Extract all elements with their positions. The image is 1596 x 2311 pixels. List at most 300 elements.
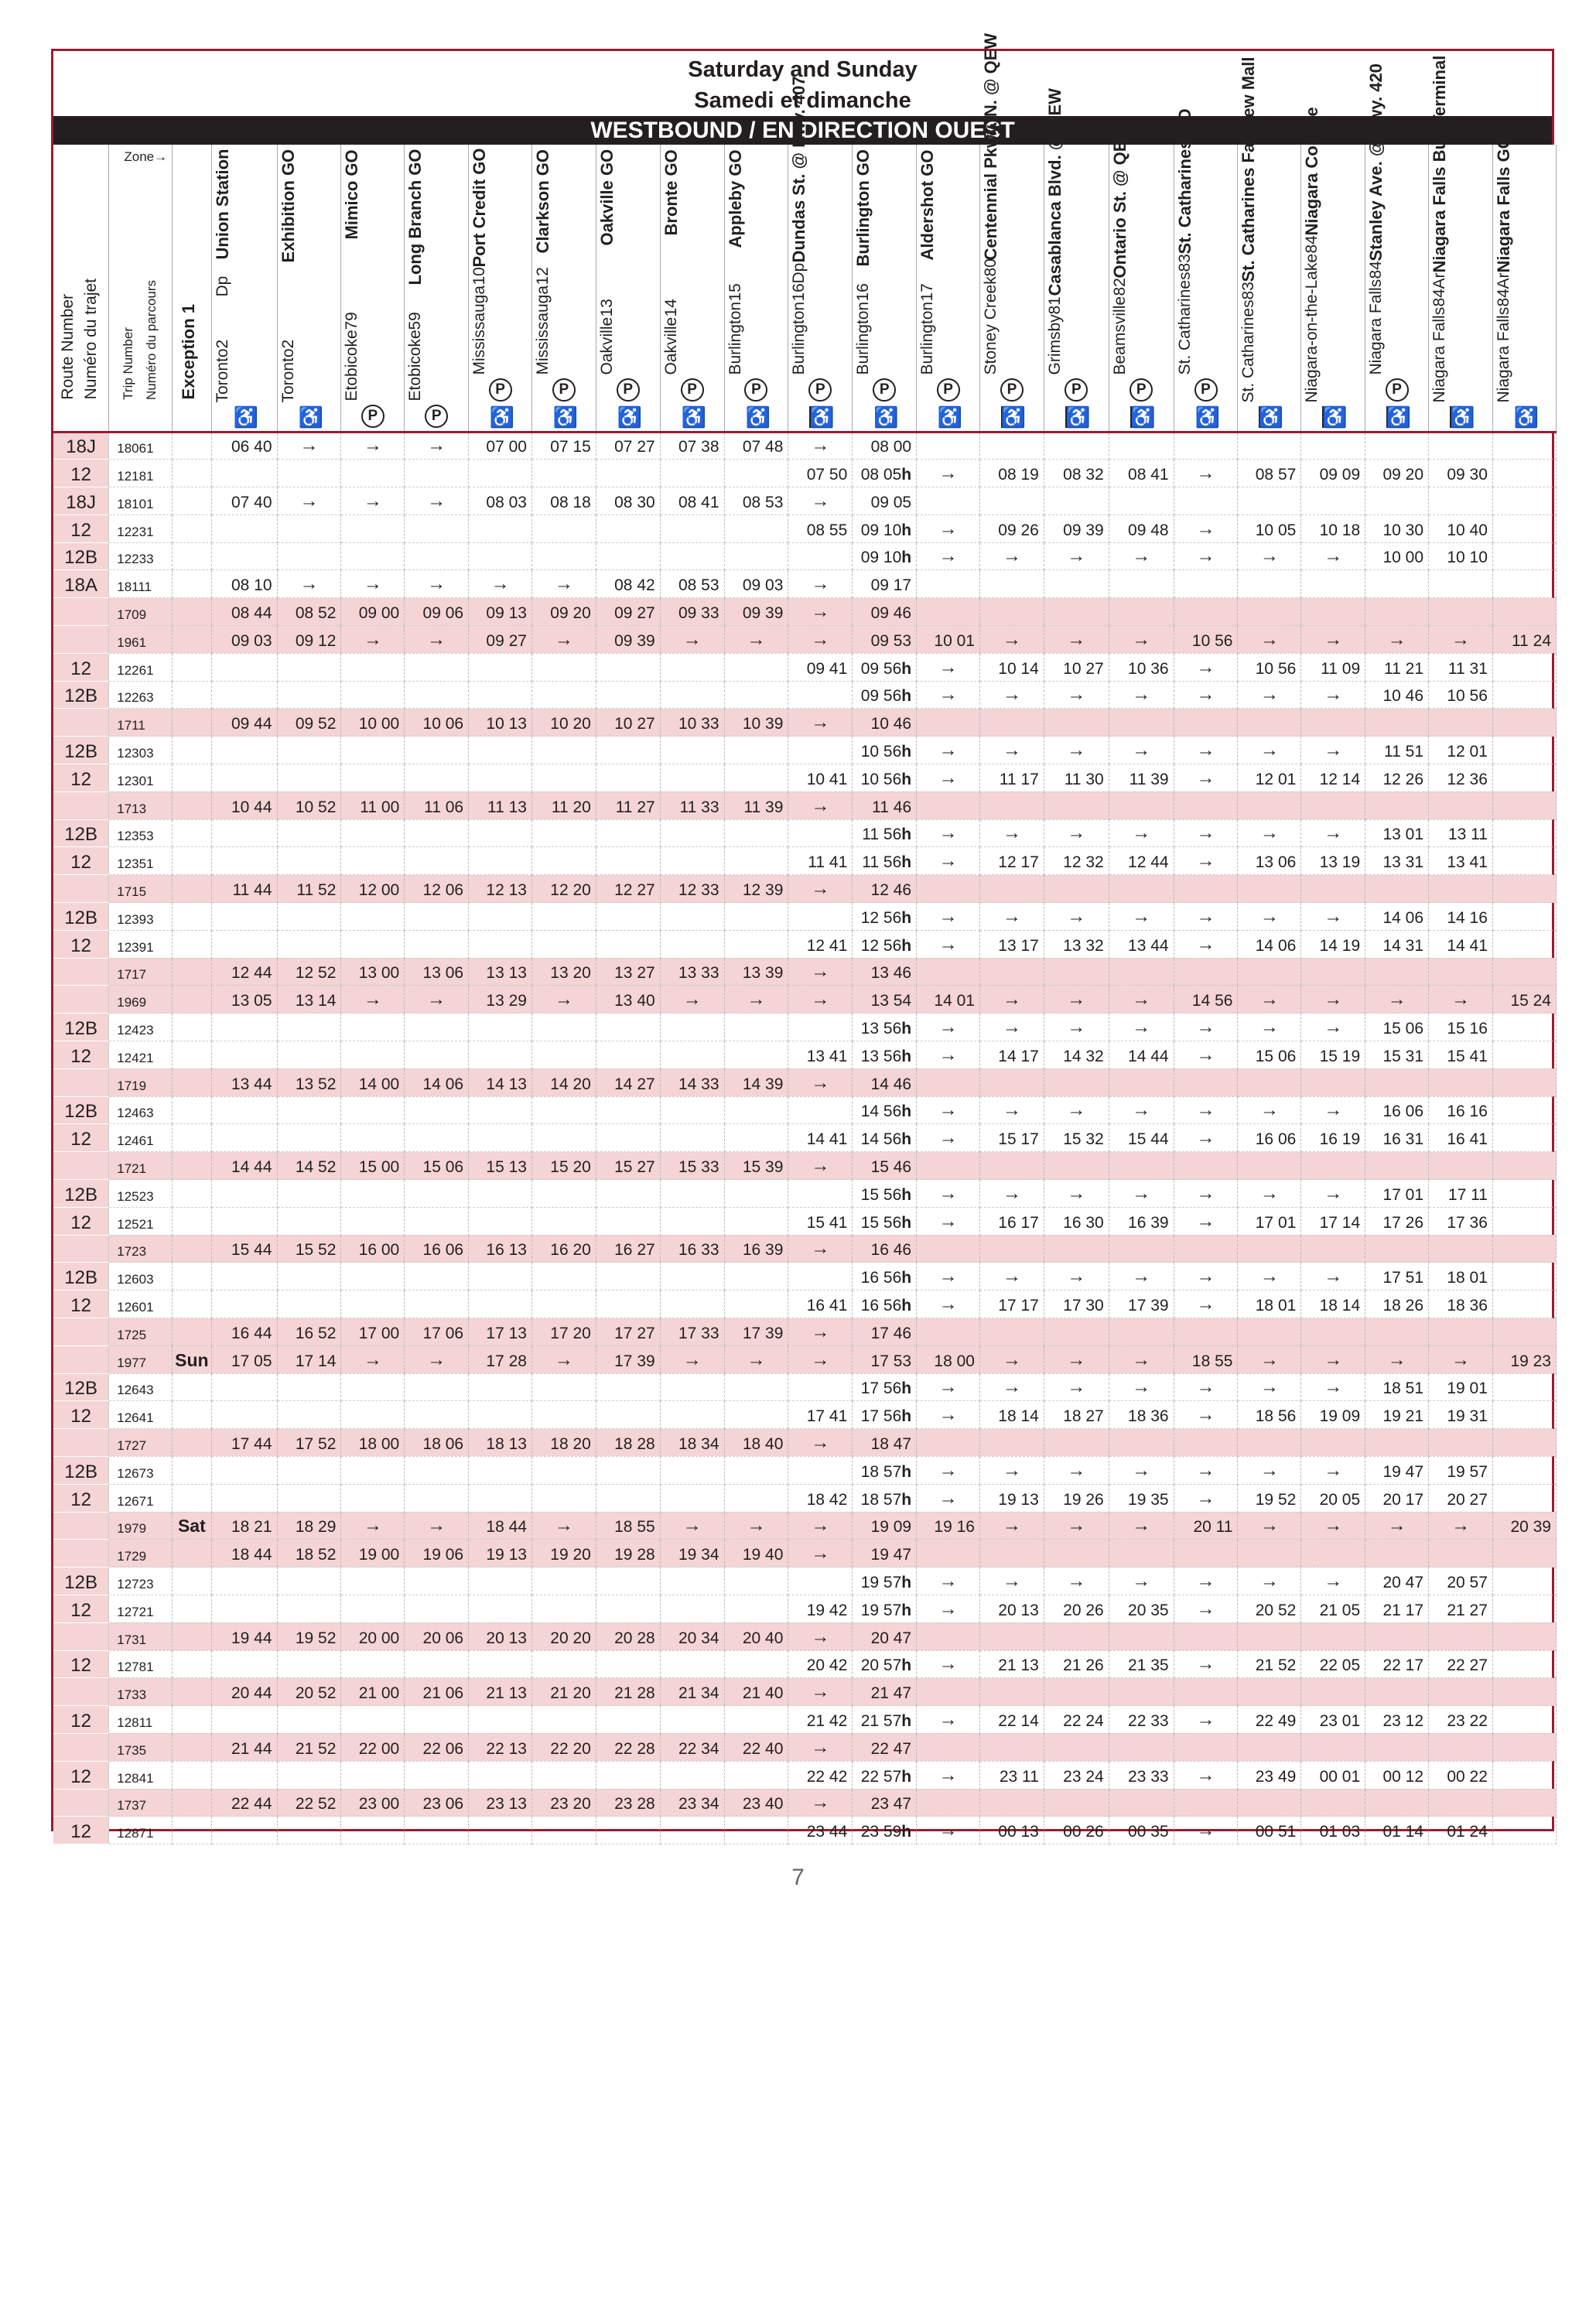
stop-time: 21 17 bbox=[1365, 1595, 1429, 1622]
stop-time: → bbox=[660, 626, 724, 654]
exception bbox=[173, 1789, 212, 1817]
stop-time bbox=[469, 737, 532, 764]
stop-time: 19 21 bbox=[1365, 1401, 1429, 1429]
stop-time: 14 39 bbox=[724, 1068, 788, 1096]
stop-name: Oakville GO bbox=[596, 149, 617, 246]
stop-time bbox=[724, 1484, 788, 1512]
stop-time bbox=[660, 1124, 724, 1152]
stop-time bbox=[341, 1014, 405, 1041]
stop-time: 09 13 bbox=[469, 598, 532, 626]
trip-number: 18101 bbox=[109, 487, 173, 515]
stop-time bbox=[1238, 1622, 1301, 1650]
stop-time bbox=[1429, 487, 1493, 515]
stop-time bbox=[1492, 1622, 1556, 1650]
stop-time: 18 26 bbox=[1365, 1291, 1429, 1318]
trip-row bbox=[53, 1014, 1557, 1041]
stop-time bbox=[979, 1678, 1044, 1706]
stop-time: → bbox=[1174, 1567, 1238, 1595]
stop-zone: 84 bbox=[1303, 235, 1321, 254]
stop-time bbox=[1429, 1622, 1493, 1650]
stop-time bbox=[1238, 791, 1301, 819]
stop-time: → bbox=[405, 1512, 469, 1540]
stop-time: 14 17 bbox=[979, 1041, 1044, 1069]
stop-time bbox=[979, 1540, 1044, 1567]
stop-time bbox=[1238, 1429, 1301, 1457]
time-value: 11 56 bbox=[862, 826, 902, 844]
stop-time bbox=[277, 1014, 341, 1041]
stop-time bbox=[211, 819, 277, 847]
stop-time bbox=[1429, 598, 1493, 626]
stop-time: 17 39 bbox=[724, 1318, 788, 1346]
stop-time bbox=[596, 819, 660, 847]
stop-time: → bbox=[724, 986, 788, 1014]
stop-time bbox=[917, 1235, 980, 1263]
stop-time bbox=[724, 1014, 788, 1041]
trip-row bbox=[53, 1622, 1557, 1650]
route-number: 12B bbox=[53, 681, 109, 709]
stop-time bbox=[211, 903, 277, 931]
exception bbox=[173, 653, 212, 681]
stop-time: → bbox=[1044, 1263, 1109, 1291]
stop-time: → bbox=[1174, 542, 1238, 570]
stop-time bbox=[1365, 432, 1429, 460]
stop-time bbox=[469, 1263, 532, 1291]
route-number bbox=[53, 986, 109, 1014]
wheelchair-icon: ♿ bbox=[233, 405, 258, 429]
stop-time bbox=[1429, 1235, 1493, 1263]
stop-time: → bbox=[531, 1512, 596, 1540]
stop-time bbox=[1365, 709, 1429, 737]
stop-time bbox=[724, 1263, 788, 1291]
stop-time bbox=[277, 681, 341, 709]
stop-time: → bbox=[1238, 681, 1301, 709]
stop-time bbox=[341, 819, 405, 847]
stop-time: → bbox=[1238, 1180, 1301, 1208]
stop-time: 17 51 bbox=[1365, 1263, 1429, 1291]
stop-time: 13 29 bbox=[469, 986, 532, 1014]
stop-time bbox=[341, 1041, 405, 1069]
stop-zone: 83 bbox=[1239, 282, 1258, 300]
stop-time bbox=[211, 542, 277, 570]
trip-row bbox=[53, 1235, 1557, 1263]
stop-time: → bbox=[917, 930, 980, 958]
stop-time bbox=[979, 1789, 1044, 1817]
stop-time: → bbox=[1109, 737, 1174, 764]
stop-time: 10 06 bbox=[405, 709, 469, 737]
stop-time: 10 56 bbox=[1238, 653, 1301, 681]
route-number: 12B bbox=[53, 1263, 109, 1291]
stop-time bbox=[1492, 1761, 1556, 1789]
exception bbox=[173, 1041, 212, 1069]
stop-time bbox=[660, 1595, 724, 1622]
stop-time: → bbox=[788, 1152, 853, 1180]
stop-time bbox=[1492, 681, 1556, 709]
stop-time: 12 26 bbox=[1365, 764, 1429, 792]
stop-time bbox=[469, 930, 532, 958]
stop-time bbox=[341, 653, 405, 681]
stop-time: → bbox=[1044, 1096, 1109, 1124]
stop-time: 18 44 bbox=[469, 1512, 532, 1540]
stop-time: 18 27 bbox=[1044, 1401, 1109, 1429]
stop-time bbox=[788, 1456, 853, 1484]
stop-time bbox=[979, 1318, 1044, 1346]
stop-time bbox=[1429, 1429, 1493, 1457]
stop-time bbox=[1109, 1733, 1174, 1761]
stop-time: 17 44 bbox=[211, 1429, 277, 1457]
stop-time bbox=[1492, 1096, 1556, 1124]
stop-time bbox=[1301, 791, 1365, 819]
stop-time bbox=[341, 1567, 405, 1595]
stop-time: 17 01 bbox=[1238, 1207, 1301, 1235]
stop-header bbox=[788, 76, 853, 432]
time-value: 15 56 bbox=[860, 1213, 902, 1232]
stop-time: 22 05 bbox=[1301, 1650, 1365, 1678]
stop-time bbox=[211, 681, 277, 709]
stop-time bbox=[1238, 1318, 1301, 1346]
stop-time: 21 13 bbox=[979, 1650, 1044, 1678]
stop-time bbox=[1238, 1152, 1301, 1180]
stop-time bbox=[211, 1401, 277, 1429]
parking-icon: P bbox=[361, 405, 384, 428]
stop-time bbox=[1109, 598, 1174, 626]
stop-time: 22 13 bbox=[469, 1733, 532, 1761]
stop-time bbox=[724, 737, 788, 764]
stop-city: Burlington bbox=[726, 301, 744, 375]
route-number bbox=[53, 1622, 109, 1650]
trip-row bbox=[53, 847, 1557, 875]
stop-time: 18 28 bbox=[596, 1429, 660, 1457]
stop-time: 19 01 bbox=[1429, 1373, 1493, 1401]
exception bbox=[173, 1456, 212, 1484]
stop-city: St. Catharines bbox=[1239, 299, 1258, 403]
stop-time bbox=[1301, 1789, 1365, 1817]
stop-time: 09 12 bbox=[277, 626, 341, 654]
stop-time: → bbox=[1174, 903, 1238, 931]
stop-time: 09 20 bbox=[1365, 460, 1429, 487]
stop-time: 16 13 bbox=[469, 1235, 532, 1263]
stop-time: → bbox=[277, 570, 341, 598]
stop-time: 13 13 bbox=[469, 958, 532, 986]
stop-time bbox=[1492, 1789, 1556, 1817]
route-number bbox=[53, 1068, 109, 1096]
stop-time bbox=[405, 903, 469, 931]
stop-time: 19 09 bbox=[1301, 1401, 1365, 1429]
stop-time bbox=[1109, 1068, 1174, 1096]
stop-time bbox=[1492, 1180, 1556, 1208]
stop-time: 08 30 bbox=[596, 487, 660, 515]
stop-time: 22 00 bbox=[341, 1733, 405, 1761]
stop-time: 22 49 bbox=[1238, 1706, 1301, 1734]
stop-time bbox=[211, 764, 277, 792]
route-number: 18J bbox=[53, 487, 109, 515]
stop-time: → bbox=[917, 819, 980, 847]
stop-time: 19 35 bbox=[1109, 1484, 1174, 1512]
page-number: 7 bbox=[791, 1865, 805, 1890]
time-value: 13 56 bbox=[860, 1020, 902, 1038]
stop-time: → bbox=[1429, 1512, 1493, 1540]
stop-time bbox=[660, 460, 724, 487]
stop-time bbox=[277, 1595, 341, 1622]
stop-time: 22 33 bbox=[1109, 1706, 1174, 1734]
stop-time: 22 20 bbox=[531, 1733, 596, 1761]
stop-time bbox=[1044, 709, 1109, 737]
stop-time: 20 42 bbox=[788, 1650, 853, 1678]
stop-time: 16 06 bbox=[1365, 1096, 1429, 1124]
stop-time bbox=[405, 1567, 469, 1595]
stop-time: → bbox=[788, 1429, 853, 1457]
stop-time bbox=[1365, 1622, 1429, 1650]
exception bbox=[173, 460, 212, 487]
route-number bbox=[53, 1733, 109, 1761]
stop-time: 16 16 bbox=[1429, 1096, 1493, 1124]
trip-row bbox=[53, 791, 1557, 819]
stop-name: Stanley Ave. @ Hwy. 420 bbox=[1366, 63, 1386, 262]
stop-time bbox=[277, 653, 341, 681]
stop-time: → bbox=[1109, 1014, 1174, 1041]
trip-number: 1727 bbox=[109, 1429, 173, 1457]
stop-time bbox=[405, 460, 469, 487]
stop-time: 00 01 bbox=[1301, 1761, 1365, 1789]
stop-time: 09 10h bbox=[853, 542, 917, 570]
stop-time: 15 00 bbox=[341, 1152, 405, 1180]
exception bbox=[173, 681, 212, 709]
trip-row bbox=[53, 1291, 1557, 1318]
stop-time bbox=[1492, 598, 1556, 626]
stop-time bbox=[405, 1401, 469, 1429]
stop-time: → bbox=[1109, 1345, 1174, 1373]
stop-time bbox=[1365, 1429, 1429, 1457]
stop-time bbox=[724, 1096, 788, 1124]
stop-time bbox=[341, 1263, 405, 1291]
stop-time: → bbox=[979, 1263, 1044, 1291]
stop-time: 07 40 bbox=[211, 487, 277, 515]
stop-time bbox=[341, 1207, 405, 1235]
stop-time bbox=[917, 1733, 980, 1761]
route-number bbox=[53, 1345, 109, 1373]
stop-time: → bbox=[1109, 542, 1174, 570]
stop-time: 21 13 bbox=[469, 1678, 532, 1706]
stop-time: → bbox=[917, 460, 980, 487]
stop-time: → bbox=[1109, 903, 1174, 931]
stop-time bbox=[724, 930, 788, 958]
stop-time bbox=[1238, 1068, 1301, 1096]
stop-time: → bbox=[1301, 1456, 1365, 1484]
stop-time: 00 35 bbox=[1109, 1817, 1174, 1844]
stop-time: 10 10 bbox=[1429, 542, 1493, 570]
stop-time: 23 49 bbox=[1238, 1761, 1301, 1789]
stop-time: → bbox=[1174, 1456, 1238, 1484]
time-value: 09 10 bbox=[860, 549, 902, 567]
stop-time bbox=[1044, 1540, 1109, 1567]
stop-time bbox=[1174, 1068, 1238, 1096]
trip-row bbox=[53, 1789, 1557, 1817]
stop-time: → bbox=[277, 432, 341, 460]
stop-time bbox=[211, 1373, 277, 1401]
stop-time: → bbox=[979, 626, 1044, 654]
stop-time: 10 40 bbox=[1429, 515, 1493, 542]
stop-time bbox=[660, 1014, 724, 1041]
trip-row bbox=[53, 1456, 1557, 1484]
stop-time: → bbox=[1174, 1595, 1238, 1622]
stop-time: → bbox=[1301, 626, 1365, 654]
stop-header bbox=[341, 145, 405, 432]
stop-time bbox=[1109, 1318, 1174, 1346]
stop-time: 10 56h bbox=[853, 764, 917, 792]
trip-row bbox=[53, 1512, 1557, 1540]
stop-time: → bbox=[917, 1263, 980, 1291]
stop-time: → bbox=[531, 626, 596, 654]
stop-time: 09 33 bbox=[660, 598, 724, 626]
stop-zone: 2 bbox=[279, 339, 297, 349]
stop-time bbox=[1174, 958, 1238, 986]
stop-time: 19 47 bbox=[853, 1540, 917, 1567]
stop-time: 15 52 bbox=[277, 1235, 341, 1263]
stop-time: 16 41 bbox=[1429, 1124, 1493, 1152]
stop-city: St. Catharines bbox=[1175, 272, 1194, 375]
trip-number: 1717 bbox=[109, 958, 173, 986]
wheelchair-icon: ♿ bbox=[873, 405, 899, 429]
stop-time: 14 01 bbox=[917, 986, 980, 1014]
time-value: 09 56 bbox=[860, 687, 902, 706]
stop-time bbox=[1174, 1235, 1238, 1263]
stop-time: 12 14 bbox=[1301, 764, 1365, 792]
stop-time bbox=[596, 1180, 660, 1208]
stop-time: → bbox=[979, 1180, 1044, 1208]
stop-time: 23 00 bbox=[341, 1789, 405, 1817]
stop-time bbox=[596, 1096, 660, 1124]
header-row bbox=[53, 145, 1557, 432]
stop-time bbox=[917, 487, 980, 515]
stop-time: 22 27 bbox=[1429, 1650, 1493, 1678]
stop-time: 14 13 bbox=[469, 1068, 532, 1096]
exception-label: Exception 1 bbox=[179, 304, 199, 400]
stop-time: 08 53 bbox=[660, 570, 724, 598]
stop-time: 15 20 bbox=[531, 1152, 596, 1180]
stop-time: 11 33 bbox=[660, 791, 724, 819]
stop-time: 15 32 bbox=[1044, 1124, 1109, 1152]
stop-time bbox=[531, 930, 596, 958]
stop-time bbox=[917, 1622, 980, 1650]
trip-number: 12811 bbox=[109, 1706, 173, 1734]
stop-time: 14 06 bbox=[405, 1068, 469, 1096]
stop-time bbox=[1492, 1456, 1556, 1484]
stop-time bbox=[341, 1291, 405, 1318]
stop-time: 19 13 bbox=[469, 1540, 532, 1567]
stop-time bbox=[660, 1401, 724, 1429]
stop-time bbox=[1365, 1678, 1429, 1706]
stop-time: 13 14 bbox=[277, 986, 341, 1014]
stop-time bbox=[1044, 1429, 1109, 1457]
stop-time: → bbox=[1301, 819, 1365, 847]
wheelchair-icon: ♿ bbox=[552, 405, 579, 429]
stop-time bbox=[979, 487, 1044, 515]
stop-time: → bbox=[1238, 1345, 1301, 1373]
stop-time bbox=[1429, 432, 1493, 460]
stop-time: → bbox=[405, 1345, 469, 1373]
stop-time: 09 10h bbox=[853, 515, 917, 542]
parking-icon: P bbox=[744, 378, 767, 402]
stop-time bbox=[660, 737, 724, 764]
stop-name: Port Credit GO bbox=[470, 148, 490, 268]
stop-time bbox=[660, 1706, 724, 1734]
stop-time bbox=[531, 903, 596, 931]
title-en: Saturday and Sunday bbox=[688, 57, 918, 82]
trip-number: 12841 bbox=[109, 1761, 173, 1789]
stop-time: 18 29 bbox=[277, 1512, 341, 1540]
stop-time: 20 47 bbox=[853, 1622, 917, 1650]
stop-name: Mimico GO bbox=[342, 149, 362, 240]
stop-time: 19 06 bbox=[405, 1540, 469, 1567]
stop-time: 17 39 bbox=[596, 1345, 660, 1373]
stop-time bbox=[979, 1733, 1044, 1761]
stop-time bbox=[469, 1207, 532, 1235]
stop-time: → bbox=[1109, 1456, 1174, 1484]
stop-time: 19 34 bbox=[660, 1540, 724, 1567]
trip-row bbox=[53, 626, 1557, 654]
stop-time bbox=[596, 681, 660, 709]
direction-band: WESTBOUND / EN DIRECTION OUEST bbox=[53, 116, 1552, 145]
stop-time bbox=[1174, 1733, 1238, 1761]
time-value: 18 57 bbox=[860, 1462, 902, 1481]
time-value: 08 05 bbox=[860, 466, 902, 484]
parking-icon: P bbox=[552, 378, 576, 402]
stop-time bbox=[724, 1291, 788, 1318]
stop-time: → bbox=[979, 1512, 1044, 1540]
stop-time: 10 00 bbox=[1365, 542, 1429, 570]
trip-number: 12233 bbox=[109, 542, 173, 570]
stop-time: 15 16 bbox=[1429, 1014, 1493, 1041]
stop-time: 20 57 bbox=[1429, 1567, 1493, 1595]
stop-time bbox=[660, 681, 724, 709]
stop-time bbox=[724, 1207, 788, 1235]
stop-time: 09 00 bbox=[341, 598, 405, 626]
stop-time: 13 40 bbox=[596, 986, 660, 1014]
stop-time bbox=[1044, 1789, 1109, 1817]
trip-row bbox=[53, 1373, 1557, 1401]
stop-time bbox=[277, 1567, 341, 1595]
wheelchair-icon: ♿ bbox=[937, 405, 962, 429]
exception bbox=[173, 791, 212, 819]
stop-time bbox=[341, 460, 405, 487]
stop-time: 11 21 bbox=[1365, 653, 1429, 681]
stop-time: → bbox=[917, 1291, 980, 1318]
stop-time: → bbox=[917, 1484, 980, 1512]
stop-time bbox=[917, 791, 980, 819]
stop-time: 14 31 bbox=[1365, 930, 1429, 958]
stop-time: 11 27 bbox=[596, 791, 660, 819]
stop-time bbox=[469, 1373, 532, 1401]
stop-time bbox=[660, 764, 724, 792]
stop-time: 13 06 bbox=[1238, 847, 1301, 875]
stop-time: 17 00 bbox=[341, 1318, 405, 1346]
stop-time: 07 48 bbox=[724, 432, 788, 460]
stop-time bbox=[469, 1401, 532, 1429]
stop-time bbox=[1492, 1706, 1556, 1734]
stop-time: → bbox=[1301, 1512, 1365, 1540]
stop-time: 17 26 bbox=[1365, 1207, 1429, 1235]
stop-time: 14 20 bbox=[531, 1068, 596, 1096]
stop-city: Toronto bbox=[213, 348, 231, 403]
trip-number: 12721 bbox=[109, 1595, 173, 1622]
stop-time bbox=[1301, 1678, 1365, 1706]
stop-time bbox=[405, 1650, 469, 1678]
stop-time: → bbox=[788, 875, 853, 903]
route-number: 12B bbox=[53, 737, 109, 764]
stop-time bbox=[469, 1291, 532, 1318]
stop-time: 09 56h bbox=[853, 653, 917, 681]
stop-time bbox=[1301, 1733, 1365, 1761]
stop-time bbox=[1492, 1595, 1556, 1622]
